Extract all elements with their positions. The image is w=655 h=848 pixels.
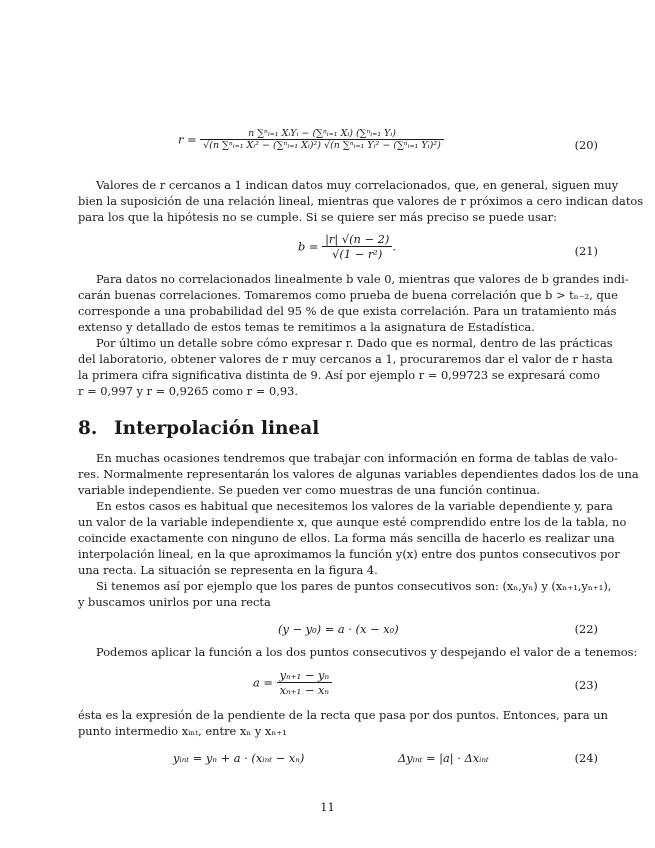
paragraph-interpolation [78, 498, 627, 578]
text-line: variable independiente. Se pueden ver como muestras de una función continua. [78, 483, 540, 497]
text-line: res. Normalmente representarán los valores de algunas variables dependientes dados los de una [78, 467, 639, 481]
paragraph-consecutive-points [78, 578, 612, 610]
eq23-denominator: xₙ₊₁ − xₙ [279, 683, 330, 697]
eq20-denominator: √(n ∑ⁿᵢ₌₁ Xᵢ² − (∑ⁿᵢ₌₁ Xᵢ)²) √(n ∑ⁿᵢ₌₁ Yᵢ² − (∑ⁿᵢ₌₁ Yᵢ)²) [203, 140, 441, 151]
text-line: y buscamos unirlos por una recta [78, 595, 271, 609]
section-number: 8. [78, 418, 98, 439]
text-line: Si tenemos así por ejemplo que los pares de puntos consecutivos son: (xₙ,yₙ) y (xₙ₊₁,yₙ₊₁), [96, 579, 612, 593]
text-line: Por último un detalle sobre cómo expresar r. Dado que es normal, dentro de las prácticas [96, 336, 613, 350]
paragraph-b-value [78, 271, 629, 335]
equation-24 [78, 751, 598, 769]
text-line: la primera cifra significativa distinta de 9. Así por ejemplo r = 0,99723 se expresará como [78, 368, 600, 382]
eq21-fraction [322, 232, 392, 261]
text-line: Para datos no correlacionados linealmente b vale 0, mientras que valores de b grandes indi- [96, 272, 629, 286]
section-title: Interpolación lineal [114, 418, 320, 439]
eq21-lhs: b = [298, 239, 319, 254]
eq21-denominator: √(1 − r²) [332, 247, 383, 261]
text-line: una recta. La situación se representa en la figura 4. [78, 563, 378, 577]
equation-23 [78, 668, 598, 704]
eq22-number: (22) [574, 622, 598, 636]
text-line: En muchas ocasiones tendremos que trabajar con información en forma de tablas de valo- [96, 451, 618, 465]
eq20-lhs: r = [178, 132, 197, 147]
paragraph-apply-function [78, 644, 638, 660]
eq23-number: (23) [574, 678, 598, 692]
eq20-numerator: n ∑ⁿᵢ₌₁ XᵢYᵢ − (∑ⁿᵢ₌₁ Xᵢ) (∑ⁿᵢ₌₁ Yᵢ) [200, 128, 444, 140]
text-line: coincide exactamente con ninguno de ellos. La forma más sencilla de hacerlo es realizar una [78, 531, 615, 545]
equation-20 [78, 128, 598, 168]
eq20-number: (20) [574, 138, 598, 152]
text-line: corresponde a una probabilidad del 95 % de que exista correlación. Para un tratamiento más [78, 304, 617, 318]
text-line: Podemos aplicar la función a los dos puntos consecutivos y despejando el valor de a tenemos: [96, 645, 638, 659]
paragraph-tables [78, 450, 639, 498]
eq21-numerator: |r| √(n − 2) [322, 232, 392, 247]
eq24-left: yᵢₙₜ = yₙ + a · (xᵢₙₜ − xₙ) [173, 751, 305, 765]
text-line: del laboratorio, obtener valores de r muy cercanos a 1, procuraremos dar el valor de r hasta [78, 352, 613, 366]
eq22-body: (y − y₀) = a · (x − x₀) [278, 622, 399, 636]
eq21-number: (21) [574, 244, 598, 258]
page-number: 11 [320, 800, 335, 814]
text-line: interpolación lineal, en la que aproximamos la función y(x) entre dos puntos consecutivos por [78, 547, 620, 561]
text-line: r = 0,997 y r = 0,9265 como r = 0,93. [78, 384, 298, 398]
eq21-tail: . [392, 239, 396, 254]
text-line: Valores de r cercanos a 1 indican datos muy correlacionados, que, en general, siguen muy [96, 178, 619, 192]
equation-22 [78, 622, 598, 640]
paragraph-correlation [78, 177, 644, 225]
text-line: un valor de la variable independiente x, que aunque esté comprendido entre los de la tabla, no [78, 515, 627, 529]
paragraph-expressing-r [78, 335, 613, 399]
eq24-number: (24) [574, 751, 598, 765]
text-line: extenso y detallado de estos temas te remitimos a la asignatura de Estadística. [78, 320, 535, 334]
eq24-right: Δyᵢₙₜ = |a| · Δxᵢₙₜ [398, 751, 489, 765]
text-line: punto intermedio xᵢₙₜ, entre xₙ y xₙ₊₁ [78, 724, 287, 738]
section-heading [78, 418, 319, 439]
text-line: carán buenas correlaciones. Tomaremos como prueba de buena correlación que b > tₙ₋₂, que [78, 288, 618, 302]
eq23-numerator: yₙ₊₁ − yₙ [277, 668, 332, 683]
text-line: ésta es la expresión de la pendiente de la recta que pasa por dos puntos. Entonces, para un [78, 708, 608, 722]
text-line: para los que la hipótesis no se cumple. Si se quiere ser más preciso se puede usar: [78, 210, 557, 224]
eq23-lhs: a = [253, 675, 273, 690]
equation-21 [78, 232, 598, 270]
eq20-fraction [200, 128, 444, 151]
text-line: bien la suposición de una relación lineal, mientras que valores de r próximos a cero indican datos [78, 194, 644, 208]
eq23-fraction [277, 668, 332, 697]
paragraph-slope [78, 707, 608, 739]
text-line: En estos casos es habitual que necesitemos los valores de la variable dependiente y, para [96, 499, 613, 513]
